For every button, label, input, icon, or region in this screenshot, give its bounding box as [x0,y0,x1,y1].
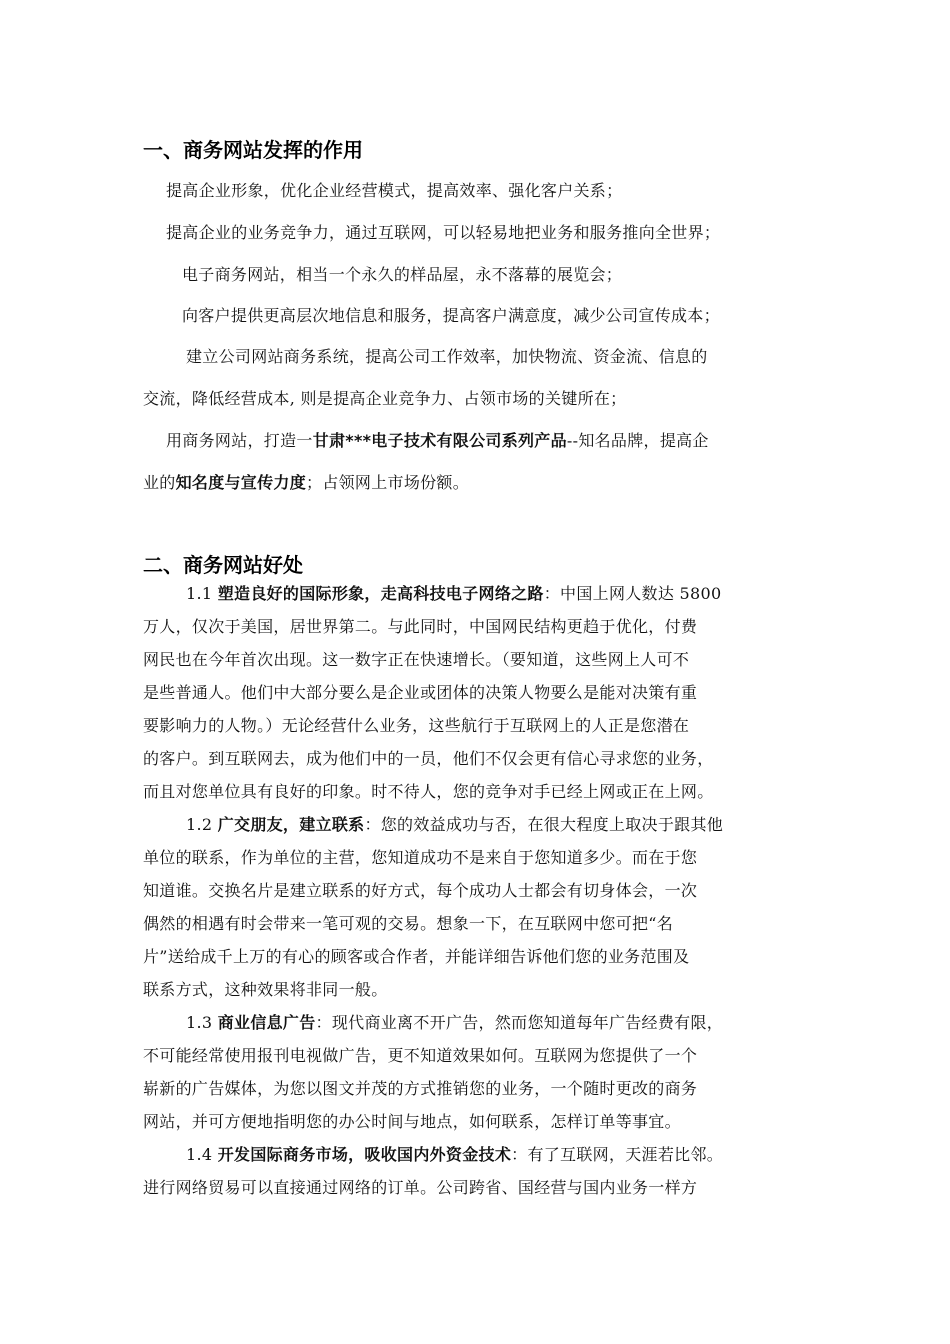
item-1-2-line-6: 联系方式，这种效果将非同一般。 [143,980,388,999]
item-title: 塑造良好的国际形象，走高科技电子网络之路 [217,584,544,603]
paragraph-text: ：您的效益成功与否，在很大程度上取决于跟其他 [364,815,724,834]
item-title: 开发国际商务市场，吸收国内外资金技术 [217,1145,512,1164]
item-number: 1.3 [186,1013,218,1032]
section-1-paragraph-5-line-1: 建立公司网站商务系统，提高公司工作效率，加快物流、资金流、信息的 [186,347,708,366]
item-1-4-line-2: 进行网络贸易可以直接通过网络的订单。公司跨省、国经营与国内业务一样方 [143,1178,698,1197]
item-1-1-line-4: 是些普通人。他们中大部分要么是企业或团体的决策人物要么是能对决策有重 [143,683,698,702]
paragraph-text: 业的 [143,473,176,492]
item-1-3-line-3: 崭新的广告媒体，为您以图文并茂的方式推销您的业务，一个随时更改的商务 [143,1079,698,1098]
item-1-1-line-7: 而且对您单位具有良好的印象。时不待人，您的竞争对手已经上网或正在上网。 [143,782,714,801]
item-1-2-line-5: 片”送给成千上万的有心的顾客或合作者，并能详细告诉他们您的业务范围及 [143,947,690,966]
emphasis-bold: 知名度与宣传力度 [175,473,307,492]
item-1-1-line-2: 万人，仅次于美国，居世界第二。与此同时，中国网民结构更趋于优化，付费 [143,617,698,636]
item-1-2-line-1 [186,814,723,836]
item-1-3-line-2: 不可能经常使用报刊电视做广告，更不知道效果如何。互联网为您提供了一个 [143,1046,698,1065]
item-1-1-line-5: 要影响力的人物。）无论经营什么业务，这些航行于互联网上的人正是您潜在 [143,716,690,735]
item-number: 1.4 [186,1145,218,1164]
section-1-paragraph-5-line-2: 交流，降低经营成本, 则是提高企业竞争力、占领市场的关键所在； [143,389,627,408]
section-1-paragraph-1: 提高企业形象，优化企业经营模式，提高效率、强化客户关系； [166,181,623,200]
item-number: 1.2 [186,815,218,834]
item-1-2-line-4: 偶然的相遇有时会带来一笔可观的交易。想象一下，在互联网中您可把“名 [143,914,674,933]
paragraph-text: --知名品牌，提高企 [566,431,709,450]
item-1-1-line-6: 的客户。到互联网去，成为他们中的一员，他们不仅会更有信心寻求您的业务， [143,749,714,768]
section-1-paragraph-2: 提高企业的业务竞争力，通过互联网，可以轻易地把业务和服务推向全世界； [166,223,721,242]
section-2-heading: 二、商务网站好处 [143,553,303,577]
item-1-3-line-4: 网站，并可方便地指明您的办公时间与地点，如何联系，怎样订单等事宜。 [143,1112,681,1131]
section-1-paragraph-6-line-2 [143,472,469,494]
section-1-paragraph-3: 电子商务网站，相当一个永久的样品屋，永不落幕的展览会； [182,265,623,284]
item-1-2-line-2: 单位的联系，作为单位的主营，您知道成功不是来自于您知道多少。而在于您 [143,848,698,867]
paragraph-text: ：有了互联网，天涯若比邻。 [511,1145,724,1164]
item-1-2-line-3: 知道谁。交换名片是建立联系的好方式，每个成功人士都会有切身体会，一次 [143,881,698,900]
paragraph-text: ：现代商业离不开广告，然而您知道每年广告经费有限， [315,1013,724,1032]
item-title: 商业信息广告 [217,1013,316,1032]
item-1-3-line-1 [186,1012,723,1034]
item-number: 1.1 [186,584,218,603]
section-1-heading: 一、商务网站发挥的作用 [143,138,363,162]
item-1-1-line-3: 网民也在今年首次出现。这一数字正在快速增长。（要知道，这些网上人可不 [143,650,690,669]
item-1-4-line-1 [186,1144,723,1166]
company-name-bold: 甘肃***电子技术有限公司系列产品 [312,431,567,450]
paragraph-text: ；占领网上市场份额。 [306,473,470,492]
paragraph-text: 用商务网站，打造一 [166,431,313,450]
paragraph-text: ：中国上网人数达 5800 [543,584,722,603]
item-title: 广交朋友，建立联系 [217,815,365,834]
section-1-paragraph-6-line-1 [166,430,709,452]
item-1-1-line-1 [186,583,721,605]
section-1-paragraph-4: 向客户提供更高层次地信息和服务，提高客户满意度，减少公司宣传成本； [182,306,720,325]
